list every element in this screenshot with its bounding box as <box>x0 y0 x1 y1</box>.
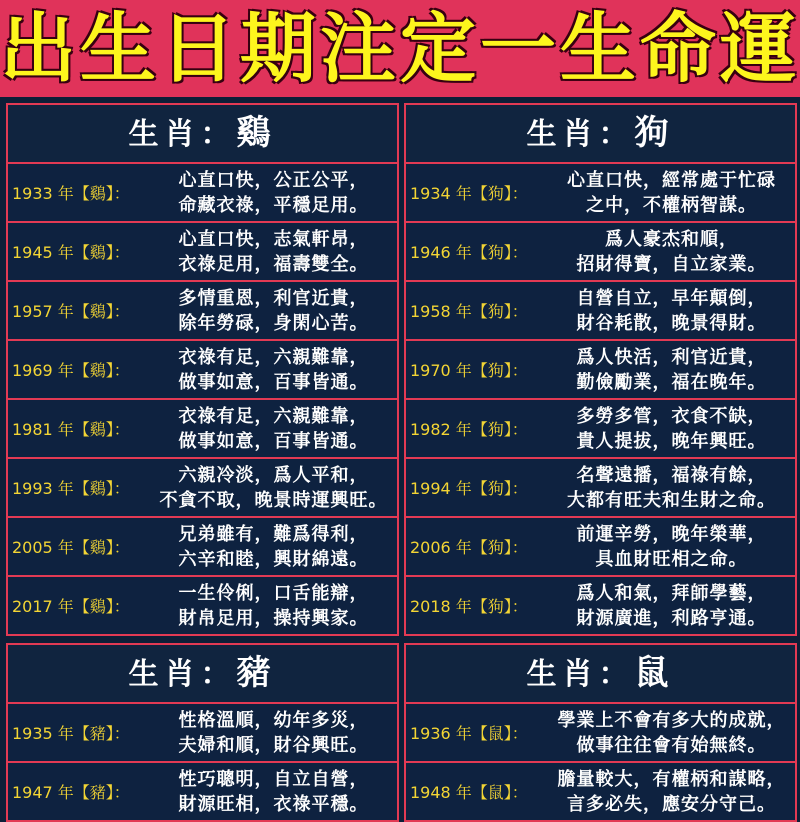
header-animal: 狗 <box>634 113 675 153</box>
row-text: 心直口快，經常處于忙碌 之中，不權柄智謀。 <box>567 169 776 216</box>
page-title: 出生日期注定一生命運 <box>0 4 800 93</box>
table-row <box>406 400 795 459</box>
row-label: 1946 年【狗】： <box>410 243 528 262</box>
table-row <box>8 341 397 400</box>
header-prefix: 生肖： <box>526 657 635 692</box>
table-row <box>406 518 795 577</box>
row-label: 1948 年【鼠】： <box>410 783 528 802</box>
table-row <box>8 518 397 577</box>
table-row <box>8 164 397 223</box>
panel-pig <box>6 643 399 822</box>
row-label: 2017 年【鷄】： <box>12 597 130 616</box>
row-label: 1947 年【豬】： <box>12 783 130 802</box>
header-prefix: 生肖： <box>128 117 237 152</box>
table-row <box>406 459 795 518</box>
table-row <box>8 282 397 341</box>
table-row <box>406 577 795 634</box>
table-row <box>8 400 397 459</box>
table-row <box>406 704 795 763</box>
row-label: 1934 年【狗】： <box>410 184 528 203</box>
header-prefix: 生肖： <box>128 657 237 692</box>
header-animal: 豬 <box>236 653 277 693</box>
table-row <box>8 459 397 518</box>
row-label: 1936 年【鼠】： <box>410 724 528 743</box>
row-text: 性格溫順，幼年多災， 夫婦和順，財谷興旺。 <box>178 709 369 756</box>
row-label: 1981 年【鷄】： <box>12 420 130 439</box>
table-row <box>406 164 795 223</box>
panel-header <box>8 105 397 164</box>
table-row <box>8 223 397 282</box>
panel-rat <box>404 643 797 822</box>
row-label: 1958 年【狗】： <box>410 302 528 321</box>
row-label: 1982 年【狗】： <box>410 420 528 439</box>
row-text: 衣祿有足，六親難靠， 做事如意，百事皆通。 <box>178 405 369 452</box>
header-animal: 鼠 <box>634 653 675 693</box>
table-row <box>406 223 795 282</box>
panel-dog <box>404 103 797 636</box>
row-label: 1970 年【狗】： <box>410 361 528 380</box>
row-text: 六親冷淡，爲人平和， 不貪不取，晚景時運興旺。 <box>159 464 388 511</box>
table-row <box>8 704 397 763</box>
header-prefix: 生肖： <box>526 117 635 152</box>
row-text: 前運辛勞，晚年榮華， 具血財旺相之命。 <box>576 523 767 570</box>
row-text: 兄弟雖有，難爲得利， 六辛和睦，興財綿遠。 <box>178 523 369 570</box>
row-text: 爲人快活，利官近貴， 勤儉勵業，福在晚年。 <box>576 346 767 393</box>
row-label: 2005 年【鷄】： <box>12 538 130 557</box>
row-label: 1969 年【鷄】： <box>12 361 130 380</box>
panel-header <box>8 645 397 704</box>
table-row <box>406 341 795 400</box>
row-text: 衣祿有足，六親難靠， 做事如意，百事皆通。 <box>178 346 369 393</box>
row-text: 爲人和氣，拜師學藝， 財源廣進，利路亨通。 <box>576 582 767 629</box>
table-row <box>8 577 397 634</box>
row-text: 膽量較大，有權柄和謀略， 言多必失，應安分守己。 <box>557 768 786 815</box>
row-label: 1957 年【鷄】： <box>12 302 130 321</box>
row-text: 學業上不會有多大的成就， 做事往往會有始無終。 <box>557 709 786 756</box>
table-row <box>406 282 795 341</box>
row-text: 一生伶俐，口舌能辯， 財帛足用，操持興家。 <box>178 582 369 629</box>
row-text: 多勞多管，衣食不缺， 貴人提拔，晚年興旺。 <box>576 405 767 452</box>
row-label: 1993 年【鷄】： <box>12 479 130 498</box>
row-label: 2018 年【狗】： <box>410 597 528 616</box>
row-text: 自營自立，早年顛倒， 財谷耗散，晚景得財。 <box>576 287 767 334</box>
row-text: 心直口快，志氣軒昂， 衣祿足用，福壽雙全。 <box>178 228 369 275</box>
row-text: 多情重恩，利官近貴， 除年勞碌，身閑心苦。 <box>178 287 369 334</box>
table-row <box>406 763 795 820</box>
row-text: 爲人豪杰和順， 招財得寶，自立家業。 <box>576 228 767 275</box>
panel-header <box>406 645 795 704</box>
row-text: 心直口快，公正公平， 命藏衣祿，平穩足用。 <box>178 169 369 216</box>
panel-rooster <box>6 103 399 636</box>
row-label: 1935 年【豬】： <box>12 724 130 743</box>
row-label: 1945 年【鷄】： <box>12 243 130 262</box>
table-row <box>8 763 397 820</box>
header-animal: 鷄 <box>236 113 277 153</box>
row-label: 1994 年【狗】： <box>410 479 528 498</box>
row-text: 性巧聰明，自立自營， 財源旺相，衣祿平穩。 <box>178 768 369 815</box>
row-label: 1933 年【鷄】： <box>12 184 130 203</box>
row-text: 名聲遠播，福祿有餘， 大都有旺夫和生財之命。 <box>567 464 776 511</box>
title-banner <box>0 0 800 97</box>
panel-header <box>406 105 795 164</box>
row-label: 2006 年【狗】： <box>410 538 528 557</box>
